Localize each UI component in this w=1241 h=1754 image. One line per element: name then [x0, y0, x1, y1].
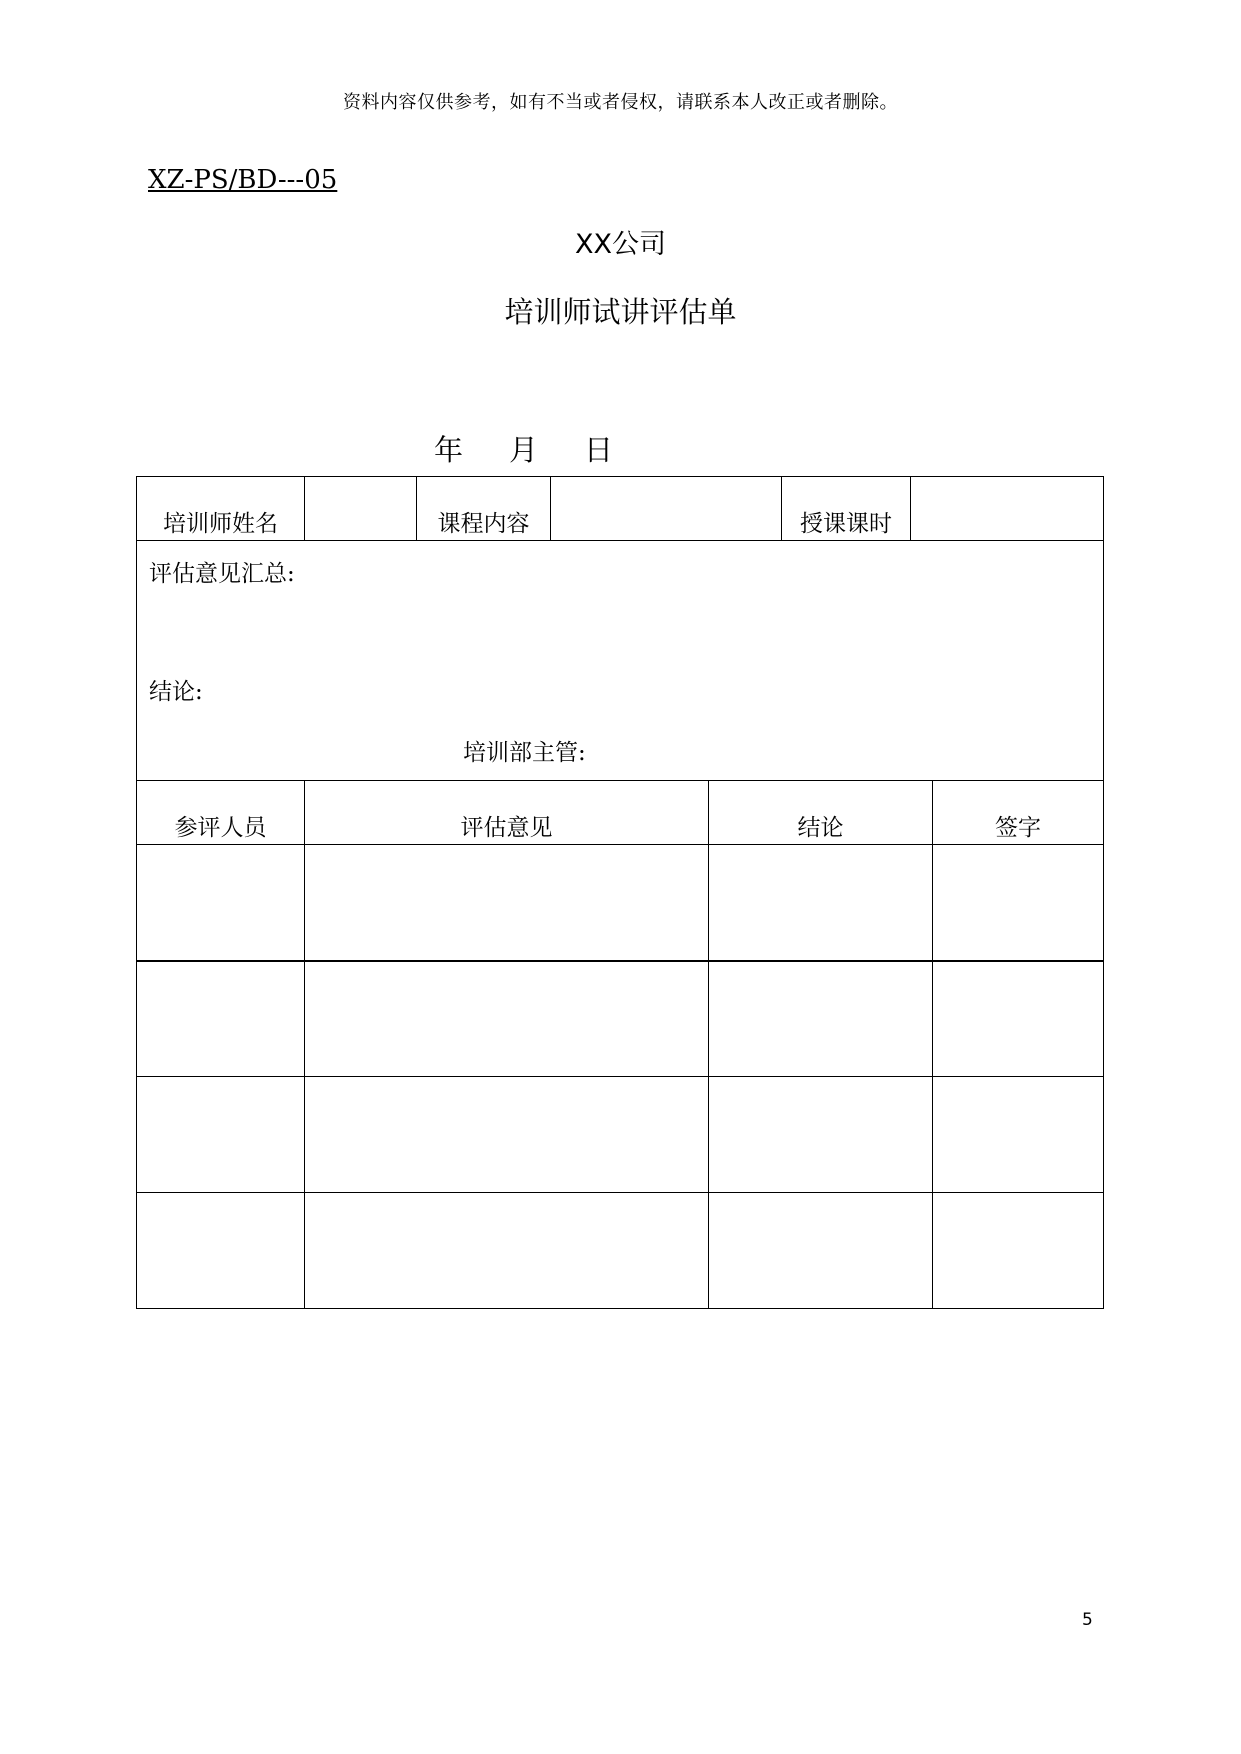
table-row-3-signature[interactable] [932, 1076, 1104, 1193]
date-year-label: 年 [434, 433, 464, 467]
date-month-label: 月 [509, 433, 539, 467]
summary-section[interactable] [136, 540, 1104, 781]
course-content-label: 课程内容 [437, 511, 530, 537]
date-line [434, 428, 613, 469]
header-opinion: 评估意见 [460, 815, 553, 841]
course-content-field[interactable] [550, 476, 782, 541]
table-row-2-signature[interactable] [932, 960, 1104, 1077]
document-code: XZ-PS/BD---05 [148, 165, 338, 195]
table-row-3-reviewer[interactable] [136, 1076, 305, 1193]
manager-label: 培训部主管: [463, 740, 586, 766]
date-day-label: 日 [584, 433, 614, 467]
company-name: XX公司 [575, 229, 666, 260]
trainer-name-label-cell [136, 476, 305, 541]
table-row-4-reviewer[interactable] [136, 1192, 305, 1309]
trainer-name-label: 培训师姓名 [163, 511, 278, 537]
course-content-label-cell [416, 476, 551, 541]
header-cell-signature [932, 780, 1104, 845]
table-row-1-signature[interactable] [932, 844, 1104, 961]
table-row-1-conclusion[interactable] [708, 844, 933, 961]
table-row-2-opinion[interactable] [304, 960, 709, 1077]
table-row-4-signature[interactable] [932, 1192, 1104, 1309]
table-row-2-conclusion[interactable] [708, 960, 933, 1077]
summary-label: 评估意见汇总: [149, 561, 295, 587]
disclaimer-text: 资料内容仅供参考，如有不当或者侵权，请联系本人改正或者删除。 [343, 92, 898, 113]
table-row-1-reviewer[interactable] [136, 844, 305, 961]
table-row-4-opinion[interactable] [304, 1192, 709, 1309]
evaluation-form [136, 476, 1104, 1309]
teaching-hours-label: 授课课时 [800, 511, 892, 537]
trainer-name-field[interactable] [304, 476, 417, 541]
table-row-1-opinion[interactable] [304, 844, 709, 961]
header-cell-reviewer [136, 780, 305, 845]
conclusion-label: 结论: [149, 679, 203, 705]
form-title: 培训师试讲评估单 [504, 295, 737, 329]
teaching-hours-label-cell [781, 476, 911, 541]
header-cell-conclusion [708, 780, 933, 845]
table-row-3-opinion[interactable] [304, 1076, 709, 1193]
header-cell-opinion [304, 780, 709, 845]
page-number: 5 [1082, 1610, 1093, 1630]
header-reviewer: 参评人员 [174, 815, 267, 841]
header-conclusion: 结论 [797, 815, 844, 841]
table-row-4-conclusion[interactable] [708, 1192, 933, 1309]
teaching-hours-field[interactable] [910, 476, 1104, 541]
header-signature: 签字 [995, 815, 1041, 841]
table-row-2-reviewer[interactable] [136, 960, 305, 1077]
table-row-3-conclusion[interactable] [708, 1076, 933, 1193]
